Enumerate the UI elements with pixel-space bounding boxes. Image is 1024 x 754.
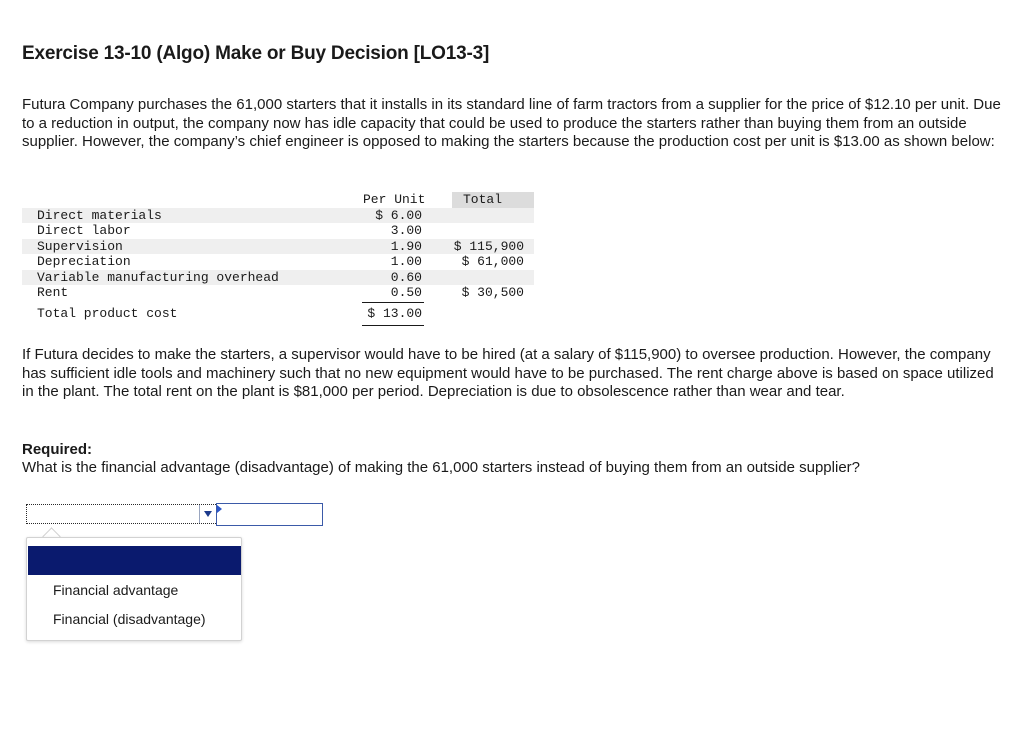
row-label: Direct labor <box>37 223 131 238</box>
amount-input[interactable] <box>216 503 323 526</box>
row-per-unit: 0.50 <box>390 285 422 300</box>
table-row <box>22 223 534 239</box>
total-header: Total <box>463 192 503 207</box>
row-per-unit: 0.60 <box>390 269 422 285</box>
row-per-unit: 1.00 <box>390 254 422 269</box>
row-total: $ 115,900 <box>453 238 524 254</box>
row-total: $ 61,000 <box>461 254 524 269</box>
required-label: Required: <box>22 441 93 458</box>
advantage-dropdown-menu <box>26 537 242 641</box>
row-per-unit: $ 6.00 <box>375 207 422 223</box>
row-per-unit: 3.00 <box>390 223 422 238</box>
triangle-right-icon <box>217 505 222 513</box>
total-row-label: Total product cost <box>37 305 178 321</box>
intro-paragraph: Futura Company purchases the 61,000 starters that it installs in its standard line of farm tractors from a supplier for the price of $12.10 per unit. Due to a reduction in output, the company now has idle capacity that could be used to produce the starters rather than buying them from an outside supplier. However, the company’s chief engineer is opposed to making the starters because the production cost per unit is $13.00 as shown below: <box>22 96 1001 150</box>
required-question: What is the financial advantage (disadvantage) of making the 61,000 starters instead of buying them from an outside supplier? <box>22 459 860 476</box>
row-total: $ 30,500 <box>461 285 524 300</box>
row-label: Depreciation <box>37 254 131 269</box>
table-row <box>22 285 534 301</box>
row-label: Rent <box>37 285 69 300</box>
row-label: Supervision <box>37 238 123 254</box>
per-unit-header: Per Unit <box>363 192 426 207</box>
total-rule <box>362 325 424 326</box>
total-row <box>22 306 534 322</box>
exercise-title: Exercise 13-10 (Algo) Make or Buy Decision [LO13-3] <box>22 43 490 64</box>
table-row <box>22 270 534 286</box>
table-row <box>22 239 534 255</box>
table-header-row <box>22 192 534 208</box>
option-financial-disadvantage[interactable]: Financial (disadvantage) <box>53 611 206 627</box>
dropdown-blank-option[interactable] <box>28 546 241 575</box>
total-row-per-unit: $ 13.00 <box>367 305 422 321</box>
row-label: Variable manufacturing overhead <box>37 269 279 285</box>
details-paragraph: If Futura decides to make the starters, a supervisor would have to be hired (at a salary of $115,900) to oversee production. However, the company has sufficient idle tools and machinery such that no new equipment would have to be purchased. The rent charge above is based on space utilized in the plant. The total rent on the plant is $81,000 per period. Depreciation is due to obsolescence rather than wear and tear. <box>22 346 994 400</box>
subtotal-rule <box>362 302 424 303</box>
advantage-select[interactable] <box>26 504 216 524</box>
row-per-unit: 1.90 <box>390 238 422 254</box>
cost-table <box>22 192 534 322</box>
table-row <box>22 254 534 270</box>
table-row <box>22 208 534 224</box>
row-label: Direct materials <box>37 207 162 223</box>
option-financial-advantage[interactable]: Financial advantage <box>53 582 179 598</box>
chevron-down-icon[interactable] <box>199 505 216 523</box>
